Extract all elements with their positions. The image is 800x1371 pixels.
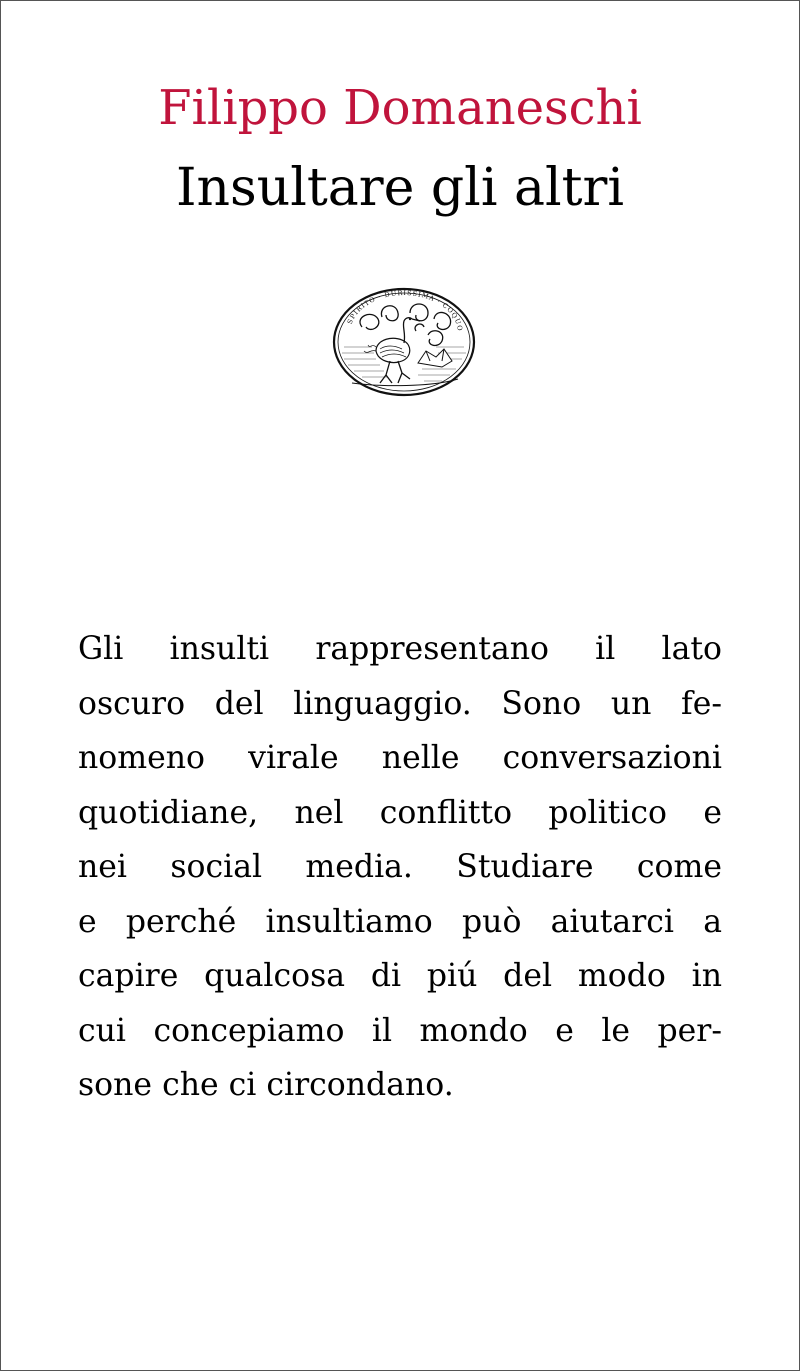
blurb-line: Gli insulti rappresentano il lato (78, 631, 722, 667)
book-title: Insultare gli altri (176, 158, 624, 218)
blurb-line: capire qualcosa di piú del modo in (78, 958, 722, 994)
blurb-line: sone che ci circondano. (78, 1067, 454, 1103)
blurb-line: nomeno virale nelle conversazioni (78, 740, 722, 776)
author-name: Filippo Domaneschi (158, 80, 642, 136)
blurb-line: cui concepiamo il mondo e le per- (78, 1012, 722, 1049)
back-cover-blurb (78, 622, 722, 1113)
blurb-line: e perché insultiamo può aiutarci a (78, 903, 722, 940)
ostrich-emblem-icon (332, 287, 476, 397)
blurb-line: quotidiane, nel conflitto politico e (78, 794, 722, 831)
blurb-line: nei social media. Studiare come (78, 849, 722, 885)
blurb-line: oscuro del linguaggio. Sono un fe- (78, 685, 722, 722)
svg-text:SPIRITO · DURISSIMA · COQUO: SPIRITO · DURISSIMA · COQUO (345, 288, 465, 333)
